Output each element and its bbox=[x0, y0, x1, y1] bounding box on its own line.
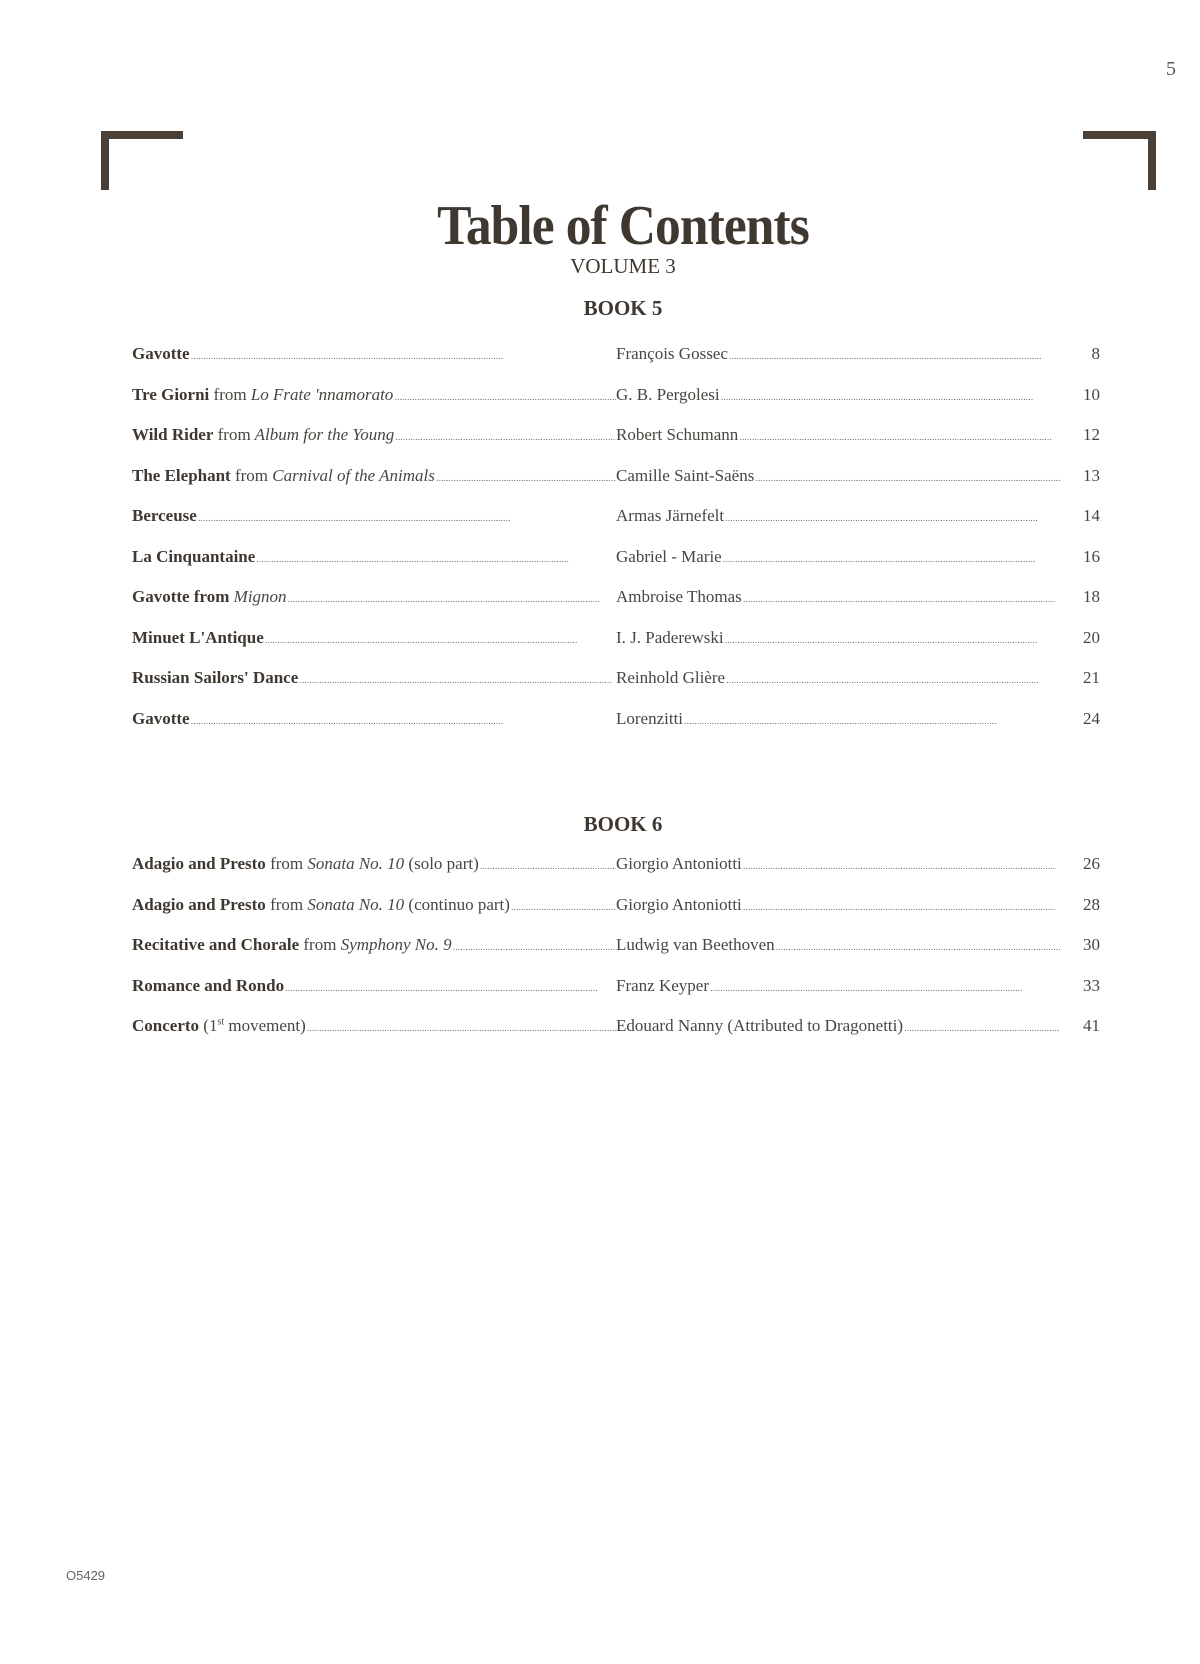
piece-title: Berceuse bbox=[132, 506, 197, 525]
composer-name: Edouard Nanny (Attributed to Dragonetti) . . . bbox=[616, 1016, 1062, 1038]
page-number-ref: 12 bbox=[1060, 425, 1100, 445]
toc-entry[interactable] bbox=[132, 547, 1100, 588]
book-6-heading: BOOK 6 bbox=[583, 812, 663, 836]
from-label: from bbox=[299, 935, 337, 954]
piece-title: Adagio and Presto bbox=[132, 854, 266, 873]
piece-title: Tre Giorni bbox=[132, 384, 210, 404]
superscript: st bbox=[217, 1016, 225, 1028]
page-number-ref: 18 bbox=[1060, 587, 1100, 607]
toc-entry[interactable] bbox=[132, 1016, 1100, 1057]
part-note: (solo part) bbox=[404, 854, 479, 873]
page-title: Table of Contents bbox=[437, 195, 809, 257]
toc-entry-title-group bbox=[132, 895, 616, 917]
part-note-after: movement) bbox=[224, 1016, 306, 1035]
piece-title: Wild Rider bbox=[132, 425, 214, 444]
toc-entry-title-group bbox=[132, 466, 616, 488]
toc-entry-title-group bbox=[132, 425, 616, 447]
page-number-ref: 8 bbox=[1060, 344, 1100, 364]
toc-entry-title-group bbox=[132, 547, 616, 569]
toc-entry-title-group bbox=[132, 854, 616, 876]
composer-name: G. B. Pergolesi . . . bbox=[616, 385, 1062, 407]
toc-entry-title-group bbox=[132, 668, 616, 690]
composer-name: I. J. Paderewski . . . bbox=[616, 628, 1062, 650]
page-number-ref: 26 bbox=[1060, 854, 1100, 874]
page-number-ref: 30 bbox=[1060, 935, 1100, 955]
from-label: from bbox=[230, 465, 269, 485]
piece-title: Romance and Rondo bbox=[132, 975, 285, 995]
catalog-code: O5429 bbox=[66, 1568, 106, 1583]
piece-title: Russian Sailors' Dance bbox=[132, 668, 299, 687]
composer-name: Franz Keyper . . . bbox=[616, 976, 1062, 998]
page-number-ref: 41 bbox=[1060, 1016, 1100, 1036]
composer-name: Ludwig van Beethoven . . . bbox=[616, 935, 1062, 957]
toc-entry[interactable] bbox=[132, 466, 1100, 507]
source-work: Symphony No. 9 bbox=[336, 935, 452, 954]
toc-entry[interactable] bbox=[132, 668, 1100, 709]
toc-entry[interactable] bbox=[132, 895, 1100, 936]
piece-title: Adagio and Presto bbox=[132, 894, 266, 914]
from-label: from bbox=[213, 425, 251, 444]
toc-entry[interactable] bbox=[132, 344, 1100, 385]
piece-title: Minuet L'Antique bbox=[132, 627, 264, 647]
page-number-ref: 10 bbox=[1060, 385, 1100, 405]
source-work: Lo Frate 'nnamorato bbox=[246, 384, 394, 404]
source-work: Mignon bbox=[229, 587, 287, 606]
source-work: Sonata No. 10 bbox=[303, 854, 405, 873]
piece-title: Gavotte from bbox=[132, 587, 230, 606]
from-label: from bbox=[265, 894, 304, 914]
toc-entry[interactable] bbox=[132, 935, 1100, 976]
crop-mark-top-right-vertical bbox=[1148, 131, 1156, 190]
piece-title: Concerto bbox=[132, 1016, 200, 1035]
book-6-entries bbox=[132, 854, 1100, 1057]
composer-name: Robert Schumann . . . bbox=[616, 425, 1062, 447]
toc-entry[interactable] bbox=[132, 385, 1100, 426]
toc-entry-title-group bbox=[132, 506, 616, 528]
piece-title: La Cinquantaine bbox=[132, 546, 256, 566]
composer-name: Lorenzitti . . . bbox=[616, 709, 1062, 731]
toc-entry-title-group bbox=[132, 587, 616, 609]
toc-entry[interactable] bbox=[132, 709, 1100, 750]
toc-entry-title-group bbox=[132, 628, 616, 650]
page-number-ref: 33 bbox=[1060, 976, 1100, 996]
toc-entry[interactable] bbox=[132, 976, 1100, 1017]
part-note: (continuo part) bbox=[404, 894, 510, 914]
composer-name: Reinhold Glière . . . bbox=[616, 668, 1062, 690]
page-number: 5 bbox=[1166, 58, 1176, 80]
page-number-ref: 21 bbox=[1060, 668, 1100, 688]
composer-name: Giorgio Antoniotti . . . bbox=[616, 895, 1062, 917]
toc-entry[interactable] bbox=[132, 854, 1100, 895]
page-number-ref: 14 bbox=[1060, 506, 1100, 526]
piece-title: Gavotte bbox=[132, 708, 190, 728]
volume-subtitle: VOLUME 3 bbox=[570, 254, 676, 278]
page-number-ref: 20 bbox=[1060, 628, 1100, 648]
page-number-ref: 16 bbox=[1060, 547, 1100, 567]
composer-name: Giorgio Antoniotti . . . bbox=[616, 854, 1062, 876]
source-work: Sonata No. 10 bbox=[303, 894, 405, 914]
source-work: Carnival of the Animals bbox=[268, 465, 435, 485]
crop-mark-top-right-horizontal bbox=[1083, 131, 1156, 139]
composer-name: Ambroise Thomas . . . bbox=[616, 587, 1062, 609]
toc-entry-title-group bbox=[132, 1016, 616, 1038]
toc-entry-title-group bbox=[132, 344, 616, 366]
crop-mark-top-left-vertical bbox=[101, 131, 109, 190]
page-number-ref: 24 bbox=[1060, 709, 1100, 729]
toc-entry[interactable] bbox=[132, 425, 1100, 466]
toc-entry-title-group bbox=[132, 385, 616, 407]
composer-name: Gabriel - Marie . . . bbox=[616, 547, 1062, 569]
composer-name: Armas Järnefelt . . . bbox=[616, 506, 1062, 528]
toc-entry-title-group bbox=[132, 976, 616, 998]
toc-entry-title-group bbox=[132, 935, 616, 957]
crop-mark-top-left-horizontal bbox=[101, 131, 183, 139]
from-label: from bbox=[209, 384, 247, 404]
toc-entry[interactable] bbox=[132, 587, 1100, 628]
toc-entry[interactable] bbox=[132, 506, 1100, 547]
piece-title: The Elephant bbox=[132, 465, 231, 485]
book-5-entries bbox=[132, 344, 1100, 749]
from-label: from bbox=[265, 854, 304, 873]
page-number-ref: 13 bbox=[1060, 466, 1100, 486]
toc-entry[interactable] bbox=[132, 628, 1100, 669]
page-number-ref: 28 bbox=[1060, 895, 1100, 915]
piece-title: Recitative and Chorale bbox=[132, 935, 300, 954]
composer-name: François Gossec . . . bbox=[616, 344, 1062, 366]
piece-title: Gavotte bbox=[132, 344, 190, 363]
book-5-heading: BOOK 5 bbox=[583, 296, 663, 320]
part-note: (1 bbox=[199, 1016, 218, 1035]
toc-entry-title-group bbox=[132, 709, 616, 731]
source-work: Album for the Young bbox=[250, 425, 395, 444]
composer-name: Camille Saint-Saëns . . . bbox=[616, 466, 1062, 488]
